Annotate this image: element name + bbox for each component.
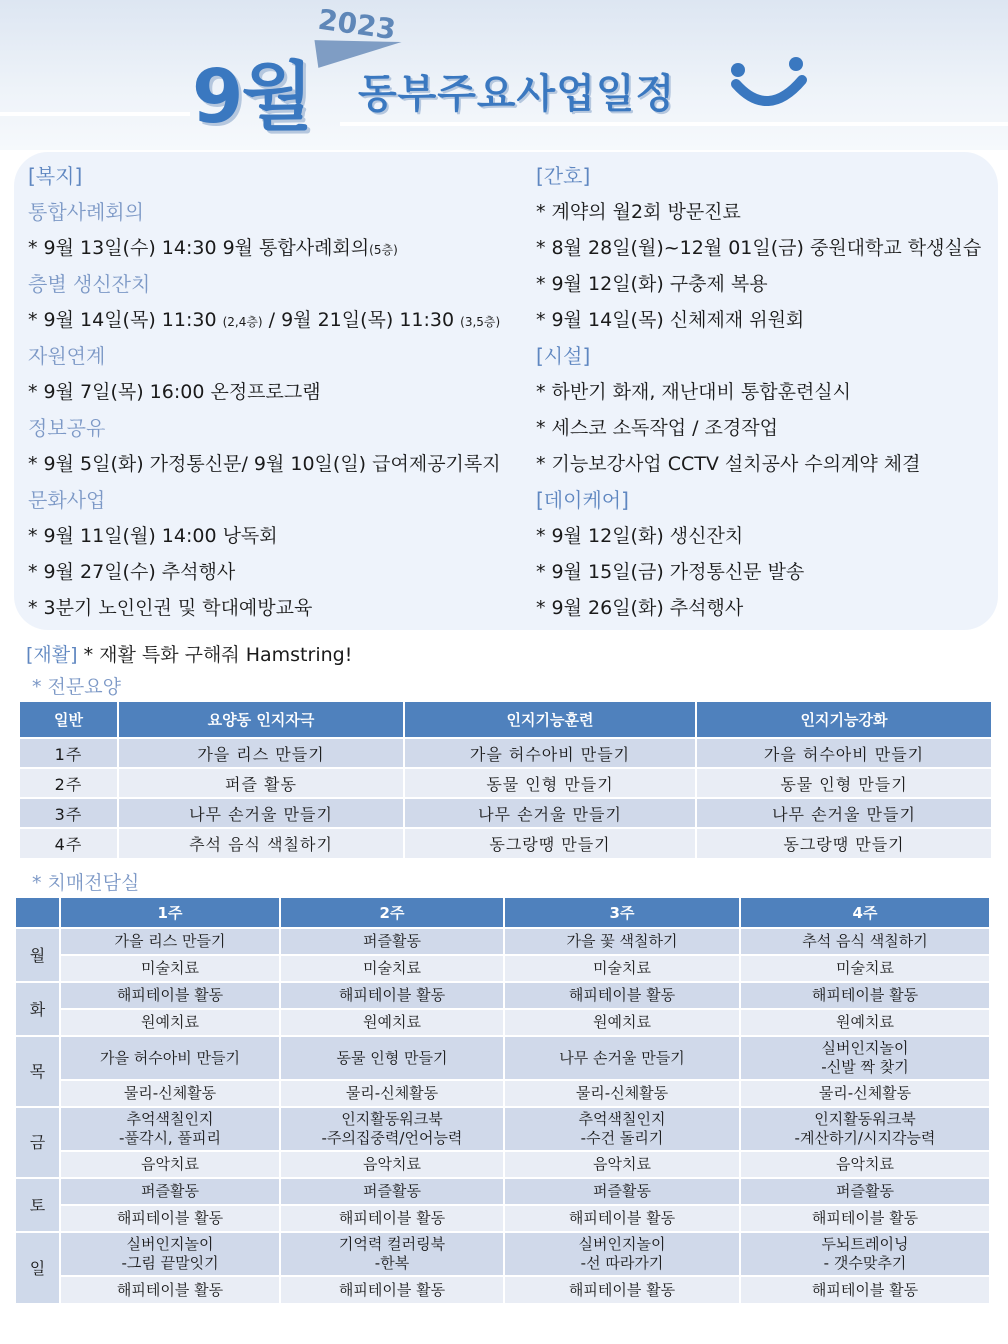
dementia-cell: 원예치료 <box>280 1009 504 1036</box>
left-sub-heading <box>28 410 528 446</box>
jeonmun-row <box>20 828 992 858</box>
dementia-day-cell: 목 <box>16 1036 60 1107</box>
left-text-cont: / 9월 21일(목) 11:30 <box>262 309 461 331</box>
left-floor-note: (5층) <box>369 243 398 257</box>
dementia-cell: 퍼즐활동 <box>60 1178 280 1205</box>
right-item-line <box>536 194 1006 230</box>
dementia-row <box>16 955 990 982</box>
dementia-cell: 실버인지놀이 -선 따라가기 <box>504 1232 740 1276</box>
dementia-cell: 물리-신체활동 <box>280 1080 504 1107</box>
dementia-cell: 원예치료 <box>740 1009 990 1036</box>
dementia-table <box>16 898 991 1303</box>
right-item-line <box>536 554 1006 590</box>
left-sub-heading <box>28 194 528 230</box>
dementia-cell: 음악치료 <box>60 1151 280 1178</box>
jeonmun-cell: 동그랑땡 만들기 <box>696 828 992 858</box>
dementia-cell: 물리-신체활동 <box>504 1080 740 1107</box>
jeonmun-cell: 1주 <box>20 738 118 768</box>
dementia-cell: 퍼즐활동 <box>280 928 504 955</box>
left-sub-heading <box>28 338 528 374</box>
dementia-cell: 인지활동워크북 -주의집중력/언어능력 <box>280 1107 504 1151</box>
dementia-cell: 해피테이블 활동 <box>280 1276 504 1303</box>
left-text: 층별 생신잔치 <box>28 272 151 296</box>
jeonmun-cell: 나무 손거울 만들기 <box>404 798 696 828</box>
right-sect-heading <box>536 338 1006 374</box>
dementia-row <box>16 1107 990 1151</box>
jeonmun-cell: 4주 <box>20 828 118 858</box>
dementia-cell: 추억색칠인지 -풀각시, 풀피리 <box>60 1107 280 1151</box>
dementia-cell: 해피테이블 활동 <box>280 1205 504 1232</box>
dementia-cell: 퍼즐활동 <box>280 1178 504 1205</box>
dementia-cell: 해피테이블 활동 <box>504 1205 740 1232</box>
left-item-line <box>28 230 528 266</box>
dementia-cell: 음악치료 <box>740 1151 990 1178</box>
right-text: [시설] <box>536 344 591 368</box>
dementia-cell: 두뇌트레이닝 - 갯수맞추기 <box>740 1232 990 1276</box>
left-item-line <box>28 554 528 590</box>
left-text: * 9월 27일(수) 추석행사 <box>28 561 236 583</box>
dementia-row <box>16 928 990 955</box>
jeonmun-label: * 전문요양 <box>32 676 121 698</box>
jeonmun-cell: 동물 인형 만들기 <box>696 768 992 798</box>
left-text: [복지] <box>28 164 83 188</box>
dementia-cell: 가을 허수아비 만들기 <box>60 1036 280 1080</box>
right-text: * 9월 12일(화) 생신잔치 <box>536 525 744 547</box>
right-item-line <box>536 446 1006 482</box>
left-item-line <box>28 446 528 482</box>
right-text: * 계약의 월2회 방문진료 <box>536 201 741 223</box>
dementia-cell: 해피테이블 활동 <box>60 1205 280 1232</box>
right-item-line <box>536 410 1006 446</box>
left-text: * 9월 11일(월) 14:00 낭독회 <box>28 525 278 547</box>
dementia-row <box>16 1009 990 1036</box>
dementia-header-cell: 1주 <box>60 898 280 928</box>
right-text: * 9월 26일(화) 추석행사 <box>536 597 744 619</box>
dementia-cell: 인지활동워크북 -계산하기/시지각능력 <box>740 1107 990 1151</box>
dementia-cell: 해피테이블 활동 <box>740 982 990 1009</box>
dementia-cell: 해피테이블 활동 <box>740 1205 990 1232</box>
dementia-cell: 미술치료 <box>60 955 280 982</box>
right-sect-heading <box>536 158 1006 194</box>
right-item-line <box>536 374 1006 410</box>
right-item-line <box>536 230 1006 266</box>
dementia-label: * 치매전담실 <box>32 872 140 894</box>
header-rule-left <box>0 112 190 116</box>
jeonmun-cell: 가을 허수아비 만들기 <box>404 738 696 768</box>
right-text: * 기능보강사업 CCTV 설치공사 수의계약 체결 <box>536 453 921 475</box>
jeonmun-header-cell: 요양동 인지자극 <box>118 702 404 738</box>
jeonmun-cell: 나무 손거울 만들기 <box>696 798 992 828</box>
dementia-cell: 실버인지놀이 -그림 끝말잇기 <box>60 1232 280 1276</box>
dementia-day-cell: 금 <box>16 1107 60 1178</box>
left-text: 자원연계 <box>28 344 106 368</box>
dementia-cell: 해피테이블 활동 <box>60 982 280 1009</box>
dementia-cell: 추억색칠인지 -수건 돌리기 <box>504 1107 740 1151</box>
page-title: 동부주요사업일정 <box>358 71 676 117</box>
left-floor-note: (2,4층) <box>222 315 263 329</box>
left-text: * 3분기 노인인권 및 학대예방교육 <box>28 597 313 619</box>
dementia-day-cell: 일 <box>16 1232 60 1303</box>
dementia-cell: 추석 음식 색칠하기 <box>740 928 990 955</box>
header-rule-right <box>340 122 1008 126</box>
jeonmun-cell: 나무 손거울 만들기 <box>118 798 404 828</box>
right-text: * 9월 14일(목) 신체제재 위원회 <box>536 309 805 331</box>
left-item-line <box>28 590 528 626</box>
left-item-line <box>28 302 528 338</box>
dementia-day-cell: 월 <box>16 928 60 982</box>
left-text: 정보공유 <box>28 416 106 440</box>
dementia-day-cell: 화 <box>16 982 60 1036</box>
right-text: * 8월 28일(월)~12월 01일(금) 중원대학교 학생실습 <box>536 237 982 259</box>
dementia-row <box>16 1205 990 1232</box>
dementia-row <box>16 1276 990 1303</box>
header-banner <box>0 0 1008 150</box>
dementia-cell: 미술치료 <box>504 955 740 982</box>
left-item-line <box>28 374 528 410</box>
dementia-header-cell: 3주 <box>504 898 740 928</box>
jeonmun-row <box>20 768 992 798</box>
right-text: [데이케어] <box>536 488 629 512</box>
jeonmun-cell: 3주 <box>20 798 118 828</box>
dementia-cell: 동물 인형 만들기 <box>280 1036 504 1080</box>
right-text: * 하반기 화재, 재난대비 통합훈련실시 <box>536 381 852 403</box>
dementia-row <box>16 982 990 1009</box>
jeonmun-cell: 가을 허수아비 만들기 <box>696 738 992 768</box>
dementia-cell: 가을 꽃 색칠하기 <box>504 928 740 955</box>
smiley-icon <box>726 54 810 114</box>
dementia-cell: 미술치료 <box>280 955 504 982</box>
jeonmun-cell: 동그랑땡 만들기 <box>404 828 696 858</box>
left-sect-heading <box>28 158 528 194</box>
right-item-line <box>536 590 1006 626</box>
left-floor-note: (3,5층) <box>460 315 501 329</box>
right-item-line <box>536 266 1006 302</box>
dementia-header-cell <box>16 898 60 928</box>
jeonmun-row <box>20 738 992 768</box>
right-text: * 9월 12일(화) 구충제 복용 <box>536 273 768 295</box>
dementia-cell: 물리-신체활동 <box>60 1080 280 1107</box>
dementia-header-cell: 4주 <box>740 898 990 928</box>
right-item-line <box>536 302 1006 338</box>
rehab-label: [재활] <box>26 644 78 666</box>
dementia-cell: 기억력 컬러링북 -한복 <box>280 1232 504 1276</box>
left-text: * 9월 5일(화) 가정통신문/ 9월 10일(일) 급여제공기록지 <box>28 453 501 475</box>
left-text: 문화사업 <box>28 488 106 512</box>
dementia-row <box>16 1036 990 1080</box>
right-item-line <box>536 518 1006 554</box>
left-sub-heading <box>28 266 528 302</box>
dementia-row <box>16 1151 990 1178</box>
dementia-cell: 퍼즐활동 <box>504 1178 740 1205</box>
right-text: * 세스코 소독작업 / 조경작업 <box>536 417 778 439</box>
year-label: 2023 <box>316 2 398 47</box>
jeonmun-cell: 퍼즐 활동 <box>118 768 404 798</box>
dementia-cell: 해피테이블 활동 <box>740 1276 990 1303</box>
right-sect-heading <box>536 482 1006 518</box>
jeonmun-table <box>20 702 993 858</box>
jeonmun-header-cell: 일반 <box>20 702 118 738</box>
jeonmun-header-cell: 인지기능강화 <box>696 702 992 738</box>
dementia-cell: 나무 손거울 만들기 <box>504 1036 740 1080</box>
rehab-line <box>26 640 352 667</box>
dementia-header-cell: 2주 <box>280 898 504 928</box>
left-sub-heading <box>28 482 528 518</box>
jeonmun-cell: 2주 <box>20 768 118 798</box>
left-column <box>28 158 528 626</box>
left-text: * 9월 14일(목) 11:30 <box>28 309 223 331</box>
left-text: * 9월 7일(목) 16:00 온정프로그램 <box>28 381 321 403</box>
dementia-cell: 원예치료 <box>60 1009 280 1036</box>
right-text: [간호] <box>536 164 591 188</box>
left-text: 통합사례회의 <box>28 200 144 224</box>
jeonmun-cell: 동물 인형 만들기 <box>404 768 696 798</box>
dementia-cell: 미술치료 <box>740 955 990 982</box>
dementia-cell: 가을 리스 만들기 <box>60 928 280 955</box>
dementia-cell: 물리-신체활동 <box>740 1080 990 1107</box>
jeonmun-row <box>20 798 992 828</box>
dementia-cell: 해피테이블 활동 <box>504 982 740 1009</box>
dementia-cell: 원예치료 <box>504 1009 740 1036</box>
dementia-row <box>16 1178 990 1205</box>
dementia-row <box>16 1080 990 1107</box>
dementia-day-cell: 토 <box>16 1178 60 1232</box>
jeonmun-cell: 가을 리스 만들기 <box>118 738 404 768</box>
dementia-row <box>16 1232 990 1276</box>
dementia-cell: 해피테이블 활동 <box>504 1276 740 1303</box>
dementia-cell: 음악치료 <box>280 1151 504 1178</box>
rehab-text: * 재활 특화 구해줘 Hamstring! <box>77 644 353 666</box>
dementia-cell: 음악치료 <box>504 1151 740 1178</box>
month-label: 9월 <box>192 54 311 140</box>
left-text: * 9월 13일(수) 14:30 9월 통합사례회의 <box>28 237 370 259</box>
jeonmun-header-cell: 인지기능훈련 <box>404 702 696 738</box>
right-column <box>536 158 1006 626</box>
dementia-cell: 퍼즐활동 <box>740 1178 990 1205</box>
jeonmun-cell: 추석 음식 색칠하기 <box>118 828 404 858</box>
dementia-cell: 해피테이블 활동 <box>60 1276 280 1303</box>
right-text: * 9월 15일(금) 가정통신문 발송 <box>536 561 805 583</box>
dementia-cell: 실버인지놀이 -신발 짝 찾기 <box>740 1036 990 1080</box>
left-item-line <box>28 518 528 554</box>
dementia-cell: 해피테이블 활동 <box>280 982 504 1009</box>
